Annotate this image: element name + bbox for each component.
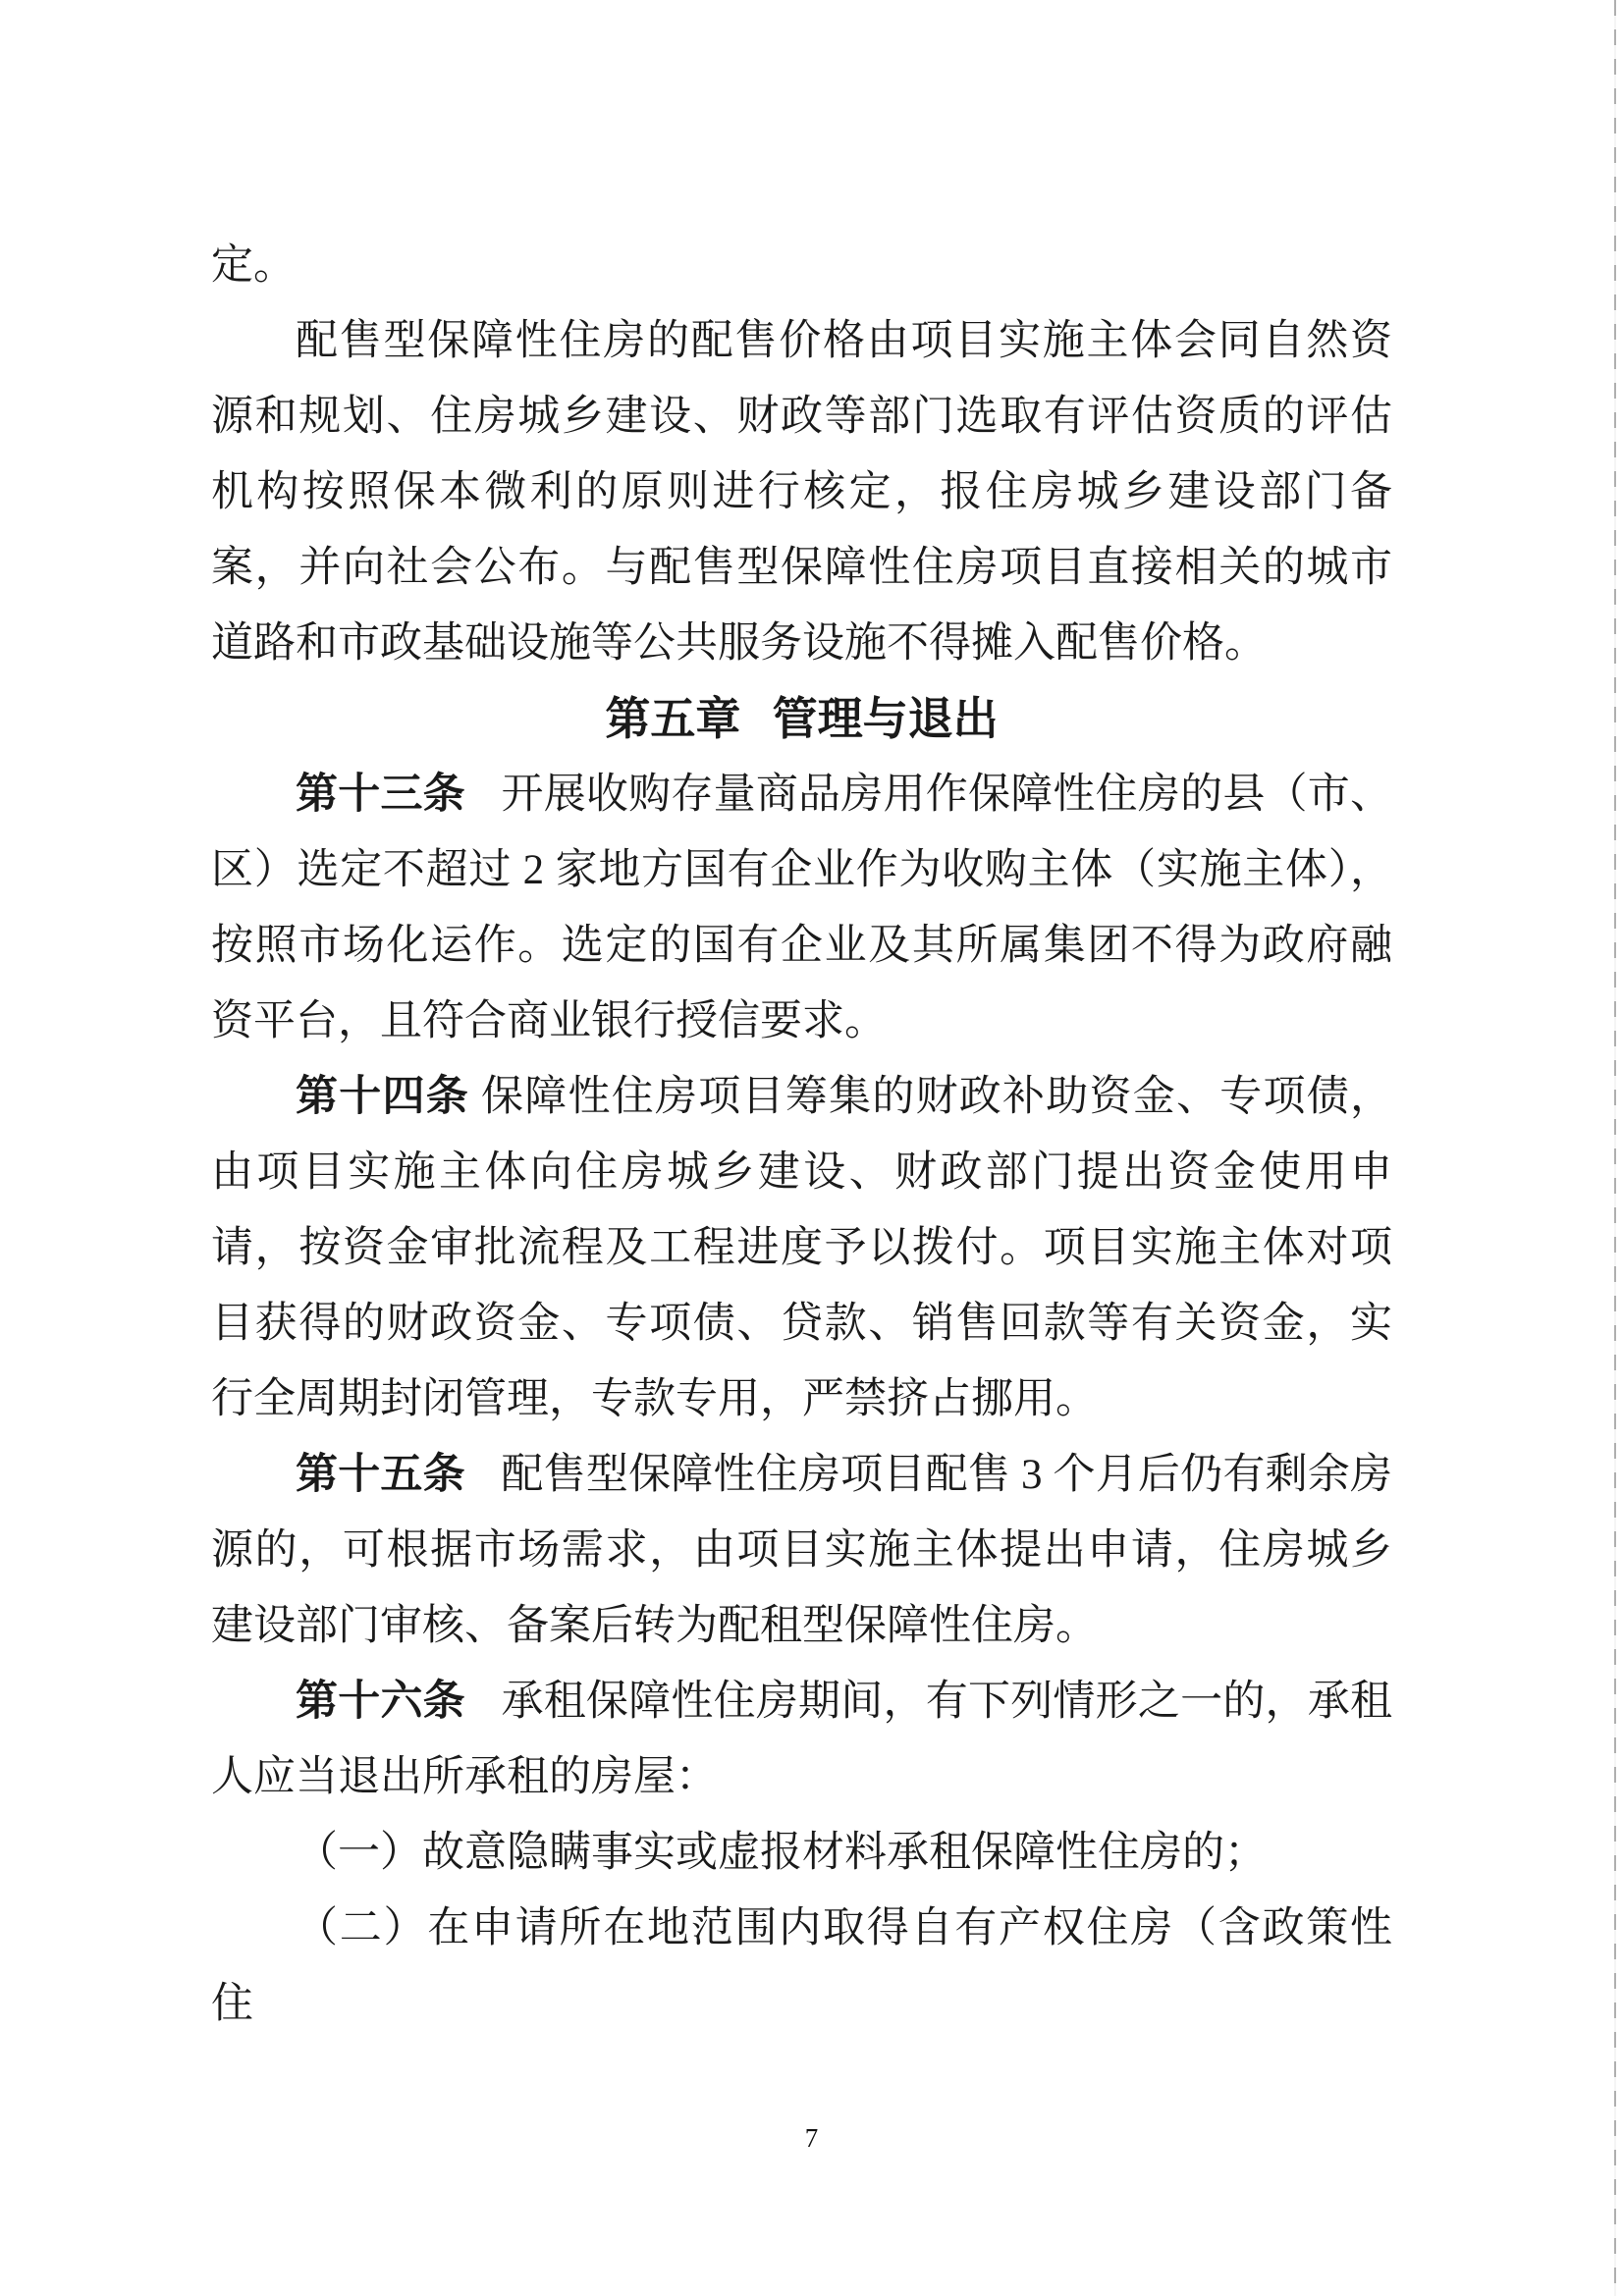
article-14 — [211, 1059, 1392, 1437]
article-15 — [211, 1437, 1392, 1664]
continuation-line: 定。 — [211, 242, 296, 289]
paragraph-pricing: 配售型保障性住房的配售价格由项目实施主体会同自然资源和规划、住房城乡建设、财政等部门选取有评估资质的评估机构按照保本微利的原则进行核定，报住房城乡建设部门备案，并向社会公布。与配售型保障性住房项目直接相关的城市道路和市政基础设施等公共服务设施不得摊入配售价格。 — [211, 318, 1392, 667]
article-13 — [211, 757, 1392, 1059]
chapter-title: 管理与退出 — [772, 694, 999, 744]
article-13-text: 开展收购存量商品房用作保障性住房的县（市、区）选定不超过 2 家地方国有企业作为收购主体（实施主体），按照市场化运作。选定的国有企业及其所属集团不得为政府融资平台，且符合商业银行授信要求。 — [211, 772, 1393, 1044]
chapter-number: 第五章 — [605, 694, 741, 744]
article-13-head: 第十三条 — [296, 772, 465, 818]
list-item-1: （一）故意隐瞒事实或虚报材料承租保障性住房的； — [296, 1830, 1267, 1876]
list-item-2: （二）在申请所在地范围内取得自有产权住房（含政策性住 — [211, 1905, 1392, 2027]
article-16-head: 第十六条 — [296, 1679, 465, 1725]
article-15-text: 配售型保障性住房项目配售 3 个月后仍有剩余房源的，可根据市场需求，由项目实施主体提出申请，住房城乡建设部门审核、备案后转为配租型保障性住房。 — [211, 1452, 1393, 1649]
scan-artifact-line — [1614, 0, 1616, 2296]
article-16 — [211, 1664, 1392, 1815]
article-14-head: 第十四条 — [296, 1074, 469, 1120]
chapter-heading — [211, 681, 1392, 757]
article-16-text: 承租保障性住房期间，有下列情形之一的，承租人应当退出所承租的房屋： — [211, 1679, 1393, 1800]
page-number: 7 — [804, 2123, 819, 2153]
document-body — [211, 228, 1392, 2042]
article-14-text: 保障性住房项目筹集的财政补助资金、专项债，由项目实施主体向住房城乡建设、财政部门提出资金使用申请，按资金审批流程及工程进度予以拨付。项目实施主体对项目获得的财政资金、专项债、贷款、销售回款等有关资金，实行全周期封闭管理，专款专用，严禁挤占挪用。 — [211, 1074, 1393, 1422]
article-15-head: 第十五条 — [296, 1452, 465, 1498]
